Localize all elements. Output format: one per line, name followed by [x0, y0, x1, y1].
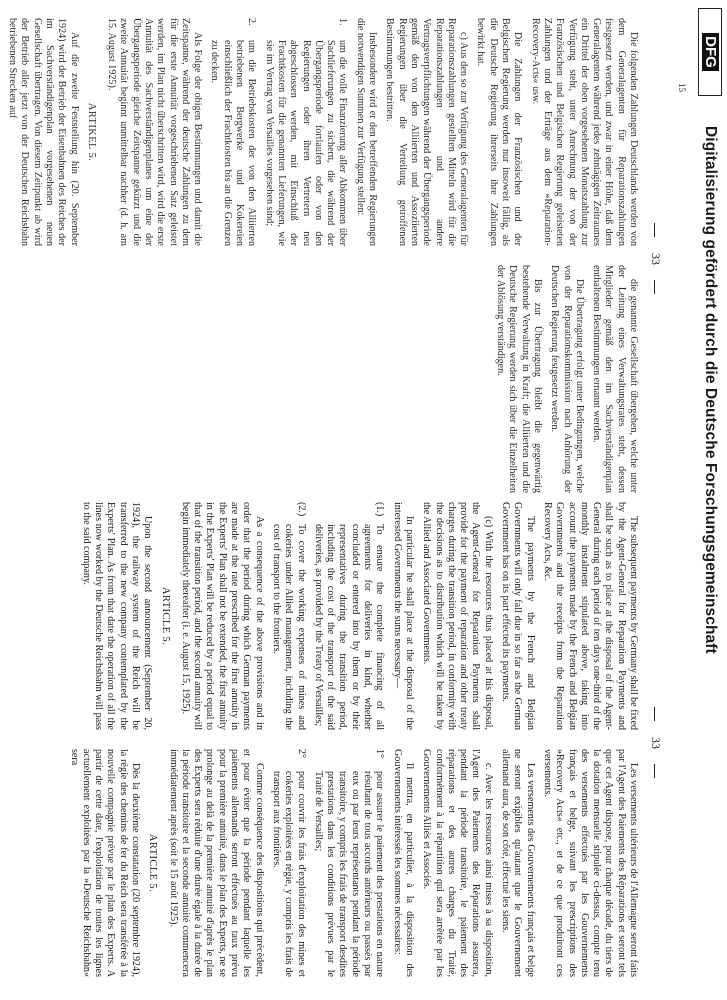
paragraph: Als Folge der obigen Bestimmungen und damit die Zeitspanne, während der deutsche Zahlungen zu dem für die erste Annuität vorgeschriebenen Satz geleistet werden, im Plan nicht überschritten wird, wird die erste Annuität des Sachverständigenplanes um eine der Übergangsperiode gleiche Zeitspanne gekürzt und die zweite Annuität beginnt unmittelbar nachher (d. h. am 15. August 1925).	[106, 18, 204, 246]
paragraph: c. Avec les ressources ainsi mises à sa disposition, l'Agent des Paiements des Réparations assurera, pendant la période transitoire, le paiement des réparations et des autres charges du Traité, conformément à la répartition qui sera arrêtée par les Gouvernements Alliés et Associés.	[421, 749, 494, 977]
paragraph: Bis zur Übertragung bleibt die gegenwärtig bestehende Verwaltung in Kraft; die Alliierten und die Deutsche Regierung werden sich über die Einzelheiten der Ablösung verständigen.	[495, 265, 543, 493]
paragraph: Il mettra, en particulier, à la disposition des Gouvernements intéressés les sommes nécessaires:	[391, 749, 415, 977]
numbered-item	[270, 502, 307, 730]
digitization-sidebar	[695, 0, 727, 1000]
paragraph: Insbesondere wird er den betreffenden Regierungen die notwendigen Summen zur Verfügung stellen:	[354, 18, 379, 246]
article-heading: ARTICLE 5.	[147, 833, 159, 893]
paragraph: (c) With the resources thus placed at his disposal, the Agent-General for Reparation Payments shall provide for the payment of reparation and other treaty charges during the transition period, in conformity with the decisions as to distribution which will be taken by the Allied and Associated Governments.	[421, 502, 494, 730]
item-text: To cover the working expenses of mines and cokeries under Allied management, including the cost of transport to the frontiers.	[270, 524, 307, 730]
item-marker: 2°	[295, 749, 307, 759]
item-marker: 1°	[374, 749, 386, 759]
paragraph: Les versements ultérieurs de l'Allemagne seront faits par l'Agent des Paiements des Réparations et seront tels que cet Agent dispose, pour chaque décade, du tiers de la dotation mensuelle stipulée ci-dessus, compte tenu des versements effectués par les Gouvernements français et belge, suivant les prescriptions des »Recovery Acts« etc., et de ce que produiront ces versements.	[541, 749, 639, 977]
page-number: 33	[649, 253, 663, 265]
scan-page-number: 15	[677, 83, 687, 92]
paragraph: The payments by the French and Belgian Governments will only fall due in so far as the German Government has on its part effected its payments.	[500, 502, 536, 730]
item-marker: (2.)	[295, 502, 307, 517]
item-marker: 2.	[246, 18, 258, 26]
running-head	[647, 502, 661, 982]
page-french-english	[61, 502, 661, 982]
running-head	[647, 18, 661, 498]
item-text: pour assurer le paiement des prestations en nature résultant de tous accords antérieurs ou passés par eux ou par leurs représentants pendant la période transitoire, y compris les frais de transport desdites prestations dans les conditions prévues par le Traité de Versailles;	[312, 771, 386, 977]
paragraph: Die Zahlungen der Französischen und der Belgischen Regierung werden nur insoweit fällig, als die Deutsche Regierung ihrerseits ihre Zahlungen bewirkt hat.	[475, 18, 524, 246]
numbered-item	[312, 749, 386, 977]
item-text: um die Betriebskosten der von den Alliierten betriebenen Bergwerke und Kokereien einschließlich der Frachtkosten bis an die Grenzen zu decken.	[209, 40, 258, 246]
numbered-item	[270, 749, 307, 977]
item-text: um die volle Finanzierung aller Abkommen über Sachlieferungen zu sichern, die während der Übergangsperiode fortlaufen oder von den Regierungen oder ihren Vertretern neu abgeschlossen werden, mit Einschluß der Frachtkosten für die genannten Lieferungen, wie sie im Vertrag von Versailles vorgesehen sind;	[263, 40, 349, 246]
german-column-b	[489, 265, 639, 493]
numbered-item	[262, 18, 348, 246]
paragraph: Dès la deuxième constatation (20 septembre 1924), la régie des chemins de fer du Reich sera transférée à la nouvelle compagnie prévue par le plan des Experts. A partir de cette date, l'exploitation de toutes les lignes actuellement exploitées par la »Deutsche Reichsbahn« sera	[68, 749, 142, 977]
item-text: pour couvrir les frais d'exploitation des mines et cokeries exploitées en régie, y compris les frais de transport aux frontières.	[270, 771, 307, 977]
item-text: To ensure the complete financing of all agreements for deliveries in kind, whether concluded or entered into by them or by their representatives during the transition period, including the cost of the transport of the said deliveries, as provided by the Treaty of Versailles;	[312, 524, 386, 730]
paragraph: Die Übertragung erfolgt unter Bedingungen, welche von der Reparationskommission nach Anhörung der Deutschen Regierung festgesetzt werden.	[549, 265, 585, 493]
numbered-item	[208, 18, 257, 246]
paragraph: Auf die zweite Feststellung hin (20. September 1924) wird der Betrieb der Eisenbahnen des Reiches der im Sachverständigenplan vorgesehenen neuen Gesellschaft übertragen. Von diesem Zeitpunkt ab wird der Betrieb aller jetzt von der Deutschen Reichsbahn betriebenen Strecken auf	[7, 18, 80, 246]
paragraph: As a consequence of the above provisions and in order that the period during which German payments are made at the rate prescribed for the first annuity in the Experts' Plan shall not be extended, the first annuity in the Experts' Plan will be reduced by a period equal to that of the transition period, and the second annuity will begin immediately thereafter (i. e. August 15, 1925).	[179, 502, 265, 730]
page-number: 33	[649, 737, 663, 749]
digitization-credit: Digitalisierung gefördert durch die Deutsche Forschungsgemeinschaft	[702, 126, 719, 654]
paragraph: Les versements des Gouvernements français et belge ne seront exigibles qu'autant que le Gouvernement allemand aura, de son côté, effectué les siens.	[500, 749, 536, 977]
item-marker: (1.)	[374, 502, 386, 517]
item-marker: 1.	[337, 18, 349, 26]
paragraph: In particular he shall place at the disposal of the interested Governments the sums necessary—	[391, 502, 415, 730]
paragraph: c) Aus den so zur Verfügung des Generalagenten für Reparationszahlungen gestellten Mitteln wird für die Reparationszahlungen und andere Vertragsverpflichtungen während der Übergangsperiode gemäß den von den Alliierten und Assoziierten Regierungen über die Verteilung getroffenen Bestimmungen bestritten.	[384, 18, 470, 246]
french-column	[62, 749, 639, 977]
german-column-a	[1, 18, 639, 246]
dfg-logo: DFG	[698, 8, 722, 96]
numbered-item	[312, 502, 386, 730]
english-column	[75, 502, 639, 730]
paragraph: The subsequent payments by Germany shall be fixed by the Agent-General for Reparation Payments and shall be such as to place at the disposal of the Agent-General during each period of ten days one-third of the monthly instalment stipulated above, taking into account the payments made by the French and Belgian Governments and the receipts from the Reparation Recovery Acts, &c.	[541, 502, 639, 730]
paragraph: die genannte Gesellschaft übergehen, welche unter der Leitung eines Verwaltungsrates steht, dessen Mitglieder gemäß den im Sachverständigenplan enthaltenen Bestimmungen ernannt werden.	[591, 265, 639, 493]
article-heading: ARTIKEL 5.	[85, 102, 97, 162]
paragraph: Comme conséquence des dispositions qui précèdent, et pour éviter que la période pendant laquelle les paiements allemands seront effectués au taux prévu pour la première annuité, dans le plan des Experts, ne se prolonge au delà de la première annuité d'après le plan des Experts sera réduite d'une durée égale à la durée de la période transitoire et la seconde annuité commencera immédiatement après (soit le 15 août 1925).	[167, 749, 265, 977]
article-heading: ARTICLE 5.	[159, 586, 171, 646]
paragraph: Upon the second announcement (September 20, 1924), the railway system of the Reich will be transferred to the new company contemplated by the Experts' Plan. As from that date the operation of all the lines now worked by the Deutsche Reichsbahn will pass to the said company.	[80, 502, 154, 730]
page-german	[7, 18, 663, 498]
paragraph: Die folgenden Zahlungen Deutschlands werden von dem Generalagenten für Reparationszahlungen festgesetzt werden, und zwar in einer Höhe, daß dem Generalagenten während jedes zehntägigen Zeitraumes ein Drittel der oben vorgesehenen Monatszahlung zur Verfügung steht, unter Anrechnung der von der Französischen und Belgischen Regierung geleisteten Zahlungen und der Erträge aus dem »Reparation-Recovery-Acts« usw.	[529, 18, 639, 246]
